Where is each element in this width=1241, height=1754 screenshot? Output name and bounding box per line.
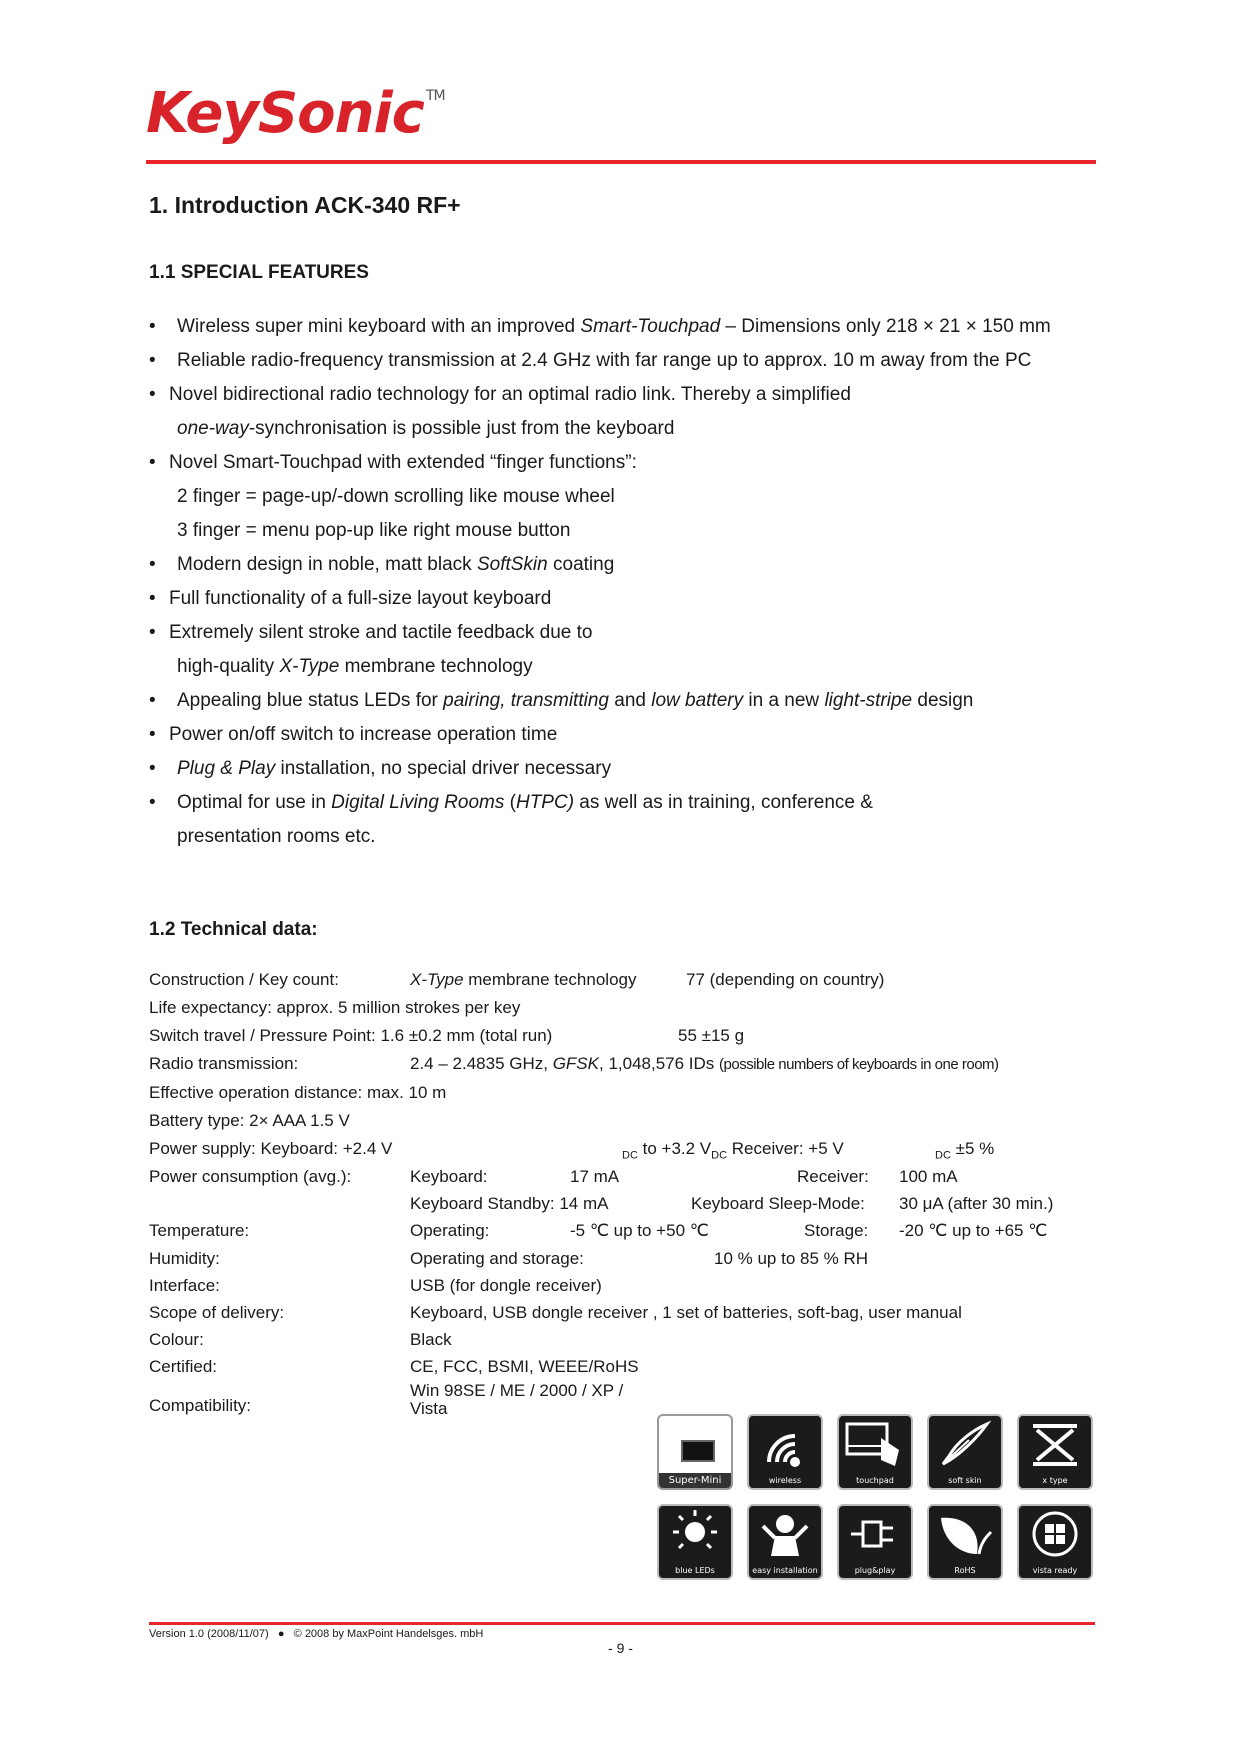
- battery-type: Battery type: 2× AAA 1.5 V: [149, 1111, 350, 1130]
- list-item: • Extremely silent stroke and tactile feedback due to high-quality X-Type membrane technology: [149, 622, 593, 677]
- standby-value: Keyboard Standby: 14 mA: [410, 1194, 609, 1213]
- list-item: • Full functionality of a full-size layout keyboard: [149, 588, 552, 609]
- list-item: • Power on/off switch to increase operation time: [149, 724, 558, 745]
- sleep-label: Keyboard Sleep-Mode:: [691, 1194, 865, 1213]
- operating-value: -5 ℃ up to +50 ℃: [570, 1221, 709, 1240]
- temperature-label: Temperature:: [149, 1221, 250, 1240]
- storage-value: -20 ℃ up to +65 ℃: [899, 1221, 1048, 1240]
- list-item: • Novel Smart-Touchpad with extended “finger functions”: 2 finger = page-up/-down scrolling like mouse wheel 3 finger = menu pop-up like right mouse button: [149, 452, 637, 541]
- operating-label: Operating:: [410, 1221, 490, 1240]
- construction-label: Construction / Key count:: [149, 970, 339, 989]
- easy-installation-icon: easy installation: [747, 1504, 823, 1580]
- compatibility-value: Win 98SE / ME / 2000 / XP / Vista: [410, 1381, 624, 1418]
- tech-heading: 1.2 Technical data:: [149, 919, 318, 940]
- features-list: [149, 310, 1109, 854]
- sleep-value: 30 μA (after 30 min.): [899, 1194, 1054, 1213]
- compatibility-label: Compatibility:: [149, 1396, 252, 1415]
- operation-distance: Effective operation distance: max. 10 m: [149, 1083, 447, 1102]
- list-item: • Modern design in noble, matt black SoftSkin coating: [149, 554, 615, 575]
- features-heading: 1.1 SPECIAL FEATURES: [149, 262, 369, 283]
- scope-value: Keyboard, USB dongle receiver , 1 set of batteries, soft-bag, user manual: [410, 1303, 962, 1322]
- vista-ready-icon: vista ready: [1017, 1504, 1093, 1580]
- humidity-value: 10 % up to 85 % RH: [714, 1249, 869, 1268]
- key-count: 77 (depending on country): [686, 970, 885, 989]
- list-item: • Appealing blue status LEDs for pairing, transmitting and low battery in a new light-stripe design: [149, 690, 974, 711]
- power-supply-range: $_{DC}$ to +3.2 $V_{DC}$ Receiver: +5 V: [622, 1139, 844, 1162]
- x-type-icon: x type: [1017, 1414, 1093, 1490]
- construction-value: X-Type membrane technology: [410, 970, 637, 989]
- header-divider: [146, 160, 1096, 164]
- humidity-condition: Operating and storage:: [410, 1249, 584, 1268]
- interface-label: Interface:: [149, 1276, 220, 1295]
- page-title: 1. Introduction ACK-340 RF+: [149, 192, 461, 218]
- power-supply: Power supply: Keyboard: +2.4 V: [149, 1139, 393, 1158]
- humidity-label: Humidity:: [149, 1249, 220, 1268]
- super-mini-icon: Super-Mini: [657, 1414, 733, 1490]
- brand-logo: KeySonic ™: [146, 81, 445, 146]
- footer-divider: [149, 1622, 1095, 1625]
- keyboard-label: Keyboard:: [410, 1167, 488, 1186]
- list-item: • Reliable radio-frequency transmission at 2.4 GHz with far range up to approx. 10 m away from the PC: [149, 350, 1032, 371]
- soft-skin-icon: soft skin: [927, 1414, 1003, 1490]
- radio-value: 2.4 – 2.4835 GHz, GFSK, 1,048,576 IDs (possible numbers of keyboards in one room): [410, 1054, 999, 1073]
- receiver-label: Receiver:: [797, 1167, 869, 1186]
- certified-value: CE, FCC, BSMI, WEEE/RoHS: [410, 1357, 639, 1376]
- radio-label: Radio transmission:: [149, 1054, 299, 1073]
- keyboard-value: 17 mA: [570, 1167, 620, 1186]
- colour-label: Colour:: [149, 1330, 204, 1349]
- power-supply-tolerance: $_{DC}$ ±5 %: [935, 1139, 995, 1162]
- receiver-value: 100 mA: [899, 1167, 958, 1186]
- pressure-point: 55 ±15 g: [678, 1026, 745, 1045]
- scope-label: Scope of delivery:: [149, 1303, 285, 1322]
- list-item: • Plug & Play installation, no special driver necessary: [149, 758, 612, 779]
- wireless-icon: wireless: [747, 1414, 823, 1490]
- list-item: • Novel bidirectional radio technology for an optimal radio link. Thereby a simplified one-way-synchronisation is possible just from the keyboard: [149, 384, 851, 439]
- blue-leds-icon: blue LEDs: [657, 1504, 733, 1580]
- footer-text: Version 1.0 (2008/11/07) ● © 2008 by MaxPoint Handelsges. mbH: [149, 1628, 484, 1640]
- page-number: - 9 -: [608, 1640, 633, 1656]
- touchpad-icon: touchpad: [837, 1414, 913, 1490]
- list-item: • Optimal for use in Digital Living Rooms (HTPC) as well as in training, conference & presentation rooms etc.: [149, 792, 873, 847]
- switch-travel: Switch travel / Pressure Point: 1.6 ±0.2 mm (total run): [149, 1026, 553, 1045]
- list-item: • Wireless super mini keyboard with an improved Smart-Touchpad – Dimensions only 218 × 21 × 150 mm: [149, 316, 1051, 337]
- rohs-icon: RoHS: [927, 1504, 1003, 1580]
- life-expectancy: Life expectancy: approx. 5 million strokes per key: [149, 998, 521, 1017]
- interface-value: USB (for dongle receiver): [410, 1276, 602, 1295]
- storage-label: Storage:: [804, 1221, 869, 1240]
- plug-and-play-icon: plug&play: [837, 1504, 913, 1580]
- colour-value: Black: [410, 1330, 452, 1349]
- consumption-label: Power consumption (avg.):: [149, 1167, 352, 1186]
- certified-label: Certified:: [149, 1357, 218, 1376]
